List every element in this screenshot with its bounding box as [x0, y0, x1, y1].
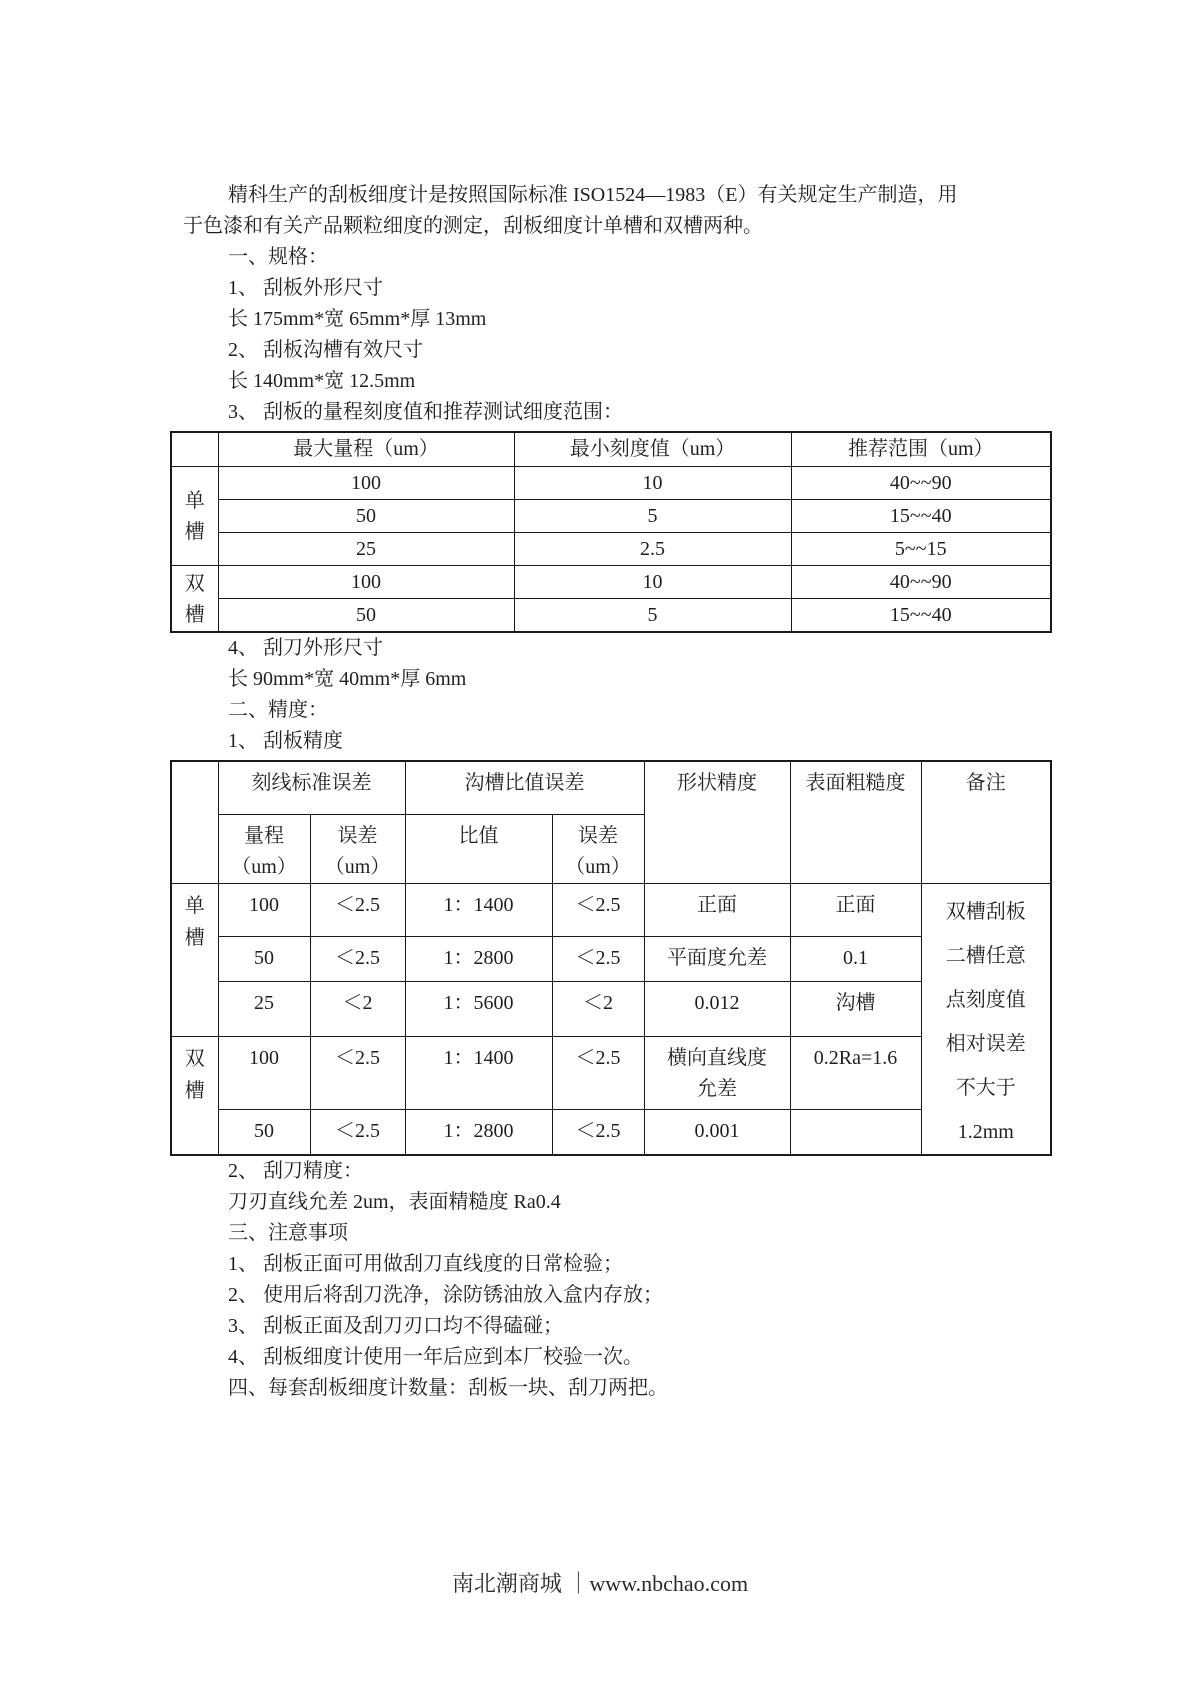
table-cell: 40~~90 [791, 566, 1051, 599]
precision-table [170, 760, 1052, 1156]
table-cell: 1：1400 [405, 883, 552, 936]
spec-line: 1、 刮板外形尺寸 [228, 277, 383, 299]
section-heading: 二、精度： [228, 699, 328, 721]
intro-paragraph: 精科生产的刮板细度计是按照国际标准 ISO1524—1983（E）有关规定生产制造，用于色漆和有关产品颗粒细度的测定，刮板细度计单槽和双槽两种。 [183, 184, 958, 237]
table-cell: 1：5600 [405, 981, 552, 1036]
table-cell-empty [171, 761, 218, 883]
table-row [171, 981, 1051, 1036]
group-label: 双槽 [184, 572, 205, 626]
table-cell: 0.012 [644, 981, 790, 1036]
table-row [171, 936, 1051, 981]
subheader-unit: （um） [565, 855, 631, 878]
column-header: 沟槽比值误差 [405, 761, 644, 814]
column-subheader [218, 814, 310, 883]
table-row [171, 883, 1051, 936]
table-row [171, 1110, 1051, 1155]
column-header: 表面粗糙度 [790, 761, 921, 883]
table-cell: 正面 [790, 883, 921, 936]
notice-item: 3、 刮板正面及刮刀刃口均不得磕碰； [228, 1314, 563, 1337]
spec-line: 1、 刮板精度 [228, 730, 343, 752]
table-cell: 50 [218, 599, 514, 633]
table-cell: ＜2.5 [552, 883, 644, 936]
column-header: 最大量程（um） [218, 432, 514, 467]
table-cell: ＜2 [310, 981, 405, 1036]
group-label-cell [171, 883, 218, 1036]
table-cell: ＜2.5 [310, 1036, 405, 1110]
group-label-cell [171, 1036, 218, 1155]
subheader-label: 比值 [458, 824, 499, 847]
table-cell: 100 [218, 883, 310, 936]
table-row [171, 599, 1051, 633]
remark-line: 二槽任意 [945, 944, 1026, 967]
table-cell: ＜2.5 [310, 883, 405, 936]
notice-item: 4、 刮板细度计使用一年后应到本厂校验一次。 [228, 1345, 643, 1368]
remark-line: 1.2mm [957, 1120, 1014, 1143]
table-row [171, 566, 1051, 599]
column-header: 推荐范围（um） [791, 432, 1051, 467]
column-header: 备注 [921, 761, 1051, 883]
group-label: 双槽 [184, 1047, 205, 1102]
table-row [171, 467, 1051, 500]
remark-line: 相对误差 [945, 1032, 1026, 1055]
table-row [171, 533, 1051, 566]
table-cell: ＜2.5 [552, 936, 644, 981]
column-subheader [405, 814, 552, 883]
table-row [171, 500, 1051, 533]
table-cell: 15~~40 [791, 599, 1051, 633]
table-row [171, 1036, 1051, 1110]
document-body [170, 180, 1050, 1404]
table-header-row [171, 432, 1051, 467]
table-cell: 1：2800 [405, 936, 552, 981]
subheader-label: 量程 [244, 824, 284, 847]
subheader-label: 误差 [337, 824, 378, 847]
table-cell: 100 [218, 467, 514, 500]
spec-line: 2、 刮板沟槽有效尺寸 [228, 339, 423, 361]
remark-line: 不大于 [955, 1076, 1016, 1099]
table-cell: 25 [218, 981, 310, 1036]
spec-line: 刀刃直线允差 2um，表面精糙度 Ra0.4 [228, 1190, 561, 1213]
spec-heading-line: 一、规格： [228, 246, 328, 268]
spec-line: 2、 刮刀精度： [228, 1159, 363, 1182]
table-cell: ＜2 [552, 981, 644, 1036]
notice-item: 2、 使用后将刮刀洗净，涂防锈油放入盒内存放； [228, 1283, 663, 1306]
table-cell: 1：2800 [405, 1110, 552, 1155]
column-header: 最小刻度值（um） [514, 432, 791, 467]
spec-line: 长 175mm*宽 65mm*厚 13mm [228, 308, 487, 330]
table-cell: 50 [218, 500, 514, 533]
remark-cell [921, 883, 1051, 1155]
table-cell: ＜2.5 [552, 1110, 644, 1155]
table-cell: 100 [218, 566, 514, 599]
table-cell: 5~~15 [791, 533, 1051, 566]
table-header-row [171, 761, 1051, 814]
table-cell [644, 1036, 790, 1110]
range-spec-table [170, 431, 1052, 633]
notice-item: 1、 刮板正面可用做刮刀直线度的日常检验； [228, 1252, 623, 1275]
spec-line: 长 140mm*宽 12.5mm [228, 370, 416, 392]
table-cell: 10 [514, 566, 791, 599]
remark-line: 点刻度值 [945, 988, 1026, 1011]
subheader-unit: （um） [231, 855, 297, 878]
spec-line: 4、 刮刀外形尺寸 [228, 637, 383, 659]
spec-line: 长 90mm*宽 40mm*厚 6mm [228, 668, 467, 690]
table-cell: 2.5 [514, 533, 791, 566]
remark-line: 双槽刮板 [945, 900, 1026, 923]
table-cell: 10 [514, 467, 791, 500]
table-cell: ＜2.5 [552, 1036, 644, 1110]
column-header: 刻线标准误差 [218, 761, 405, 814]
table-cell: 100 [218, 1036, 310, 1110]
group-label-cell [171, 467, 218, 566]
column-subheader [310, 814, 405, 883]
group-label: 单槽 [184, 894, 205, 949]
table-cell: ＜2.5 [310, 1110, 405, 1155]
table-cell: ＜2.5 [310, 936, 405, 981]
column-subheader [552, 814, 644, 883]
table-cell-empty [171, 432, 218, 467]
section-heading: 四、每套刮板细度计数量：刮板一块、刮刀两把。 [228, 1376, 668, 1399]
group-label-cell [171, 566, 218, 633]
table-cell: 0.2Ra=1.6 [790, 1036, 921, 1110]
section-heading: 三、注意事项 [228, 1221, 348, 1244]
table-cell: 平面度允差 [644, 936, 790, 981]
table-cell: 沟槽 [790, 981, 921, 1036]
table-cell: 15~~40 [791, 500, 1051, 533]
table-cell: 正面 [644, 883, 790, 936]
table-cell: 50 [218, 936, 310, 981]
cell-text: 横向直线度允差 [667, 1046, 767, 1100]
table-cell: 0.001 [644, 1110, 790, 1155]
table-cell: 5 [514, 500, 791, 533]
table-cell: 5 [514, 599, 791, 633]
table-cell: 25 [218, 533, 514, 566]
site-footer: 南北潮商城 ｜www.nbchao.com [451, 1571, 749, 1596]
subheader-label: 误差 [578, 824, 618, 847]
group-label: 单槽 [184, 490, 205, 543]
subheader-unit: （um） [324, 855, 391, 878]
spec-line: 3、 刮板的量程刻度值和推荐测试细度范围： [228, 401, 623, 423]
table-cell: 0.1 [790, 936, 921, 981]
table-cell: 40~~90 [791, 467, 1051, 500]
column-header: 形状精度 [644, 761, 790, 883]
table-cell [790, 1110, 921, 1155]
table-cell: 50 [218, 1110, 310, 1155]
table-cell: 1：1400 [405, 1036, 552, 1110]
